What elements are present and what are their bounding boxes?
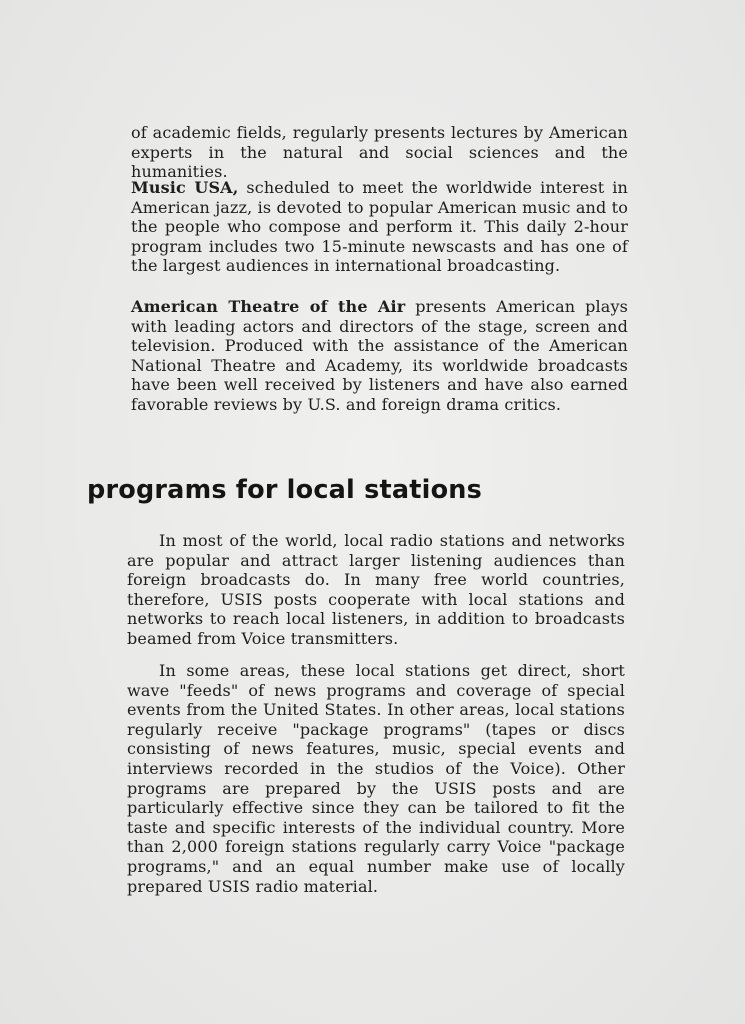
intro-text: of academic fields, regularly presents lectures by American experts in the natural and social sciences and the humanities. bbox=[131, 123, 628, 182]
local-stations-text-1: In most of the world, local radio stations and networks are popular and attract larger listening audiences than foreign broadcasts do. In many free world countries, therefore, USIS posts cooperate with local stations and networks to reach local listeners, in addition to broadcasts beamed from Voice transmitters. bbox=[127, 531, 625, 648]
music-usa-text bbox=[131, 178, 628, 276]
local-stations-paragraph-1 bbox=[127, 531, 625, 649]
music-usa-body: scheduled to meet the worldwide interest in American jazz, is devoted to popular American music and to the people who compose and perform it. This daily 2-hour program includes two 15-minute newscasts and has one of the largest audiences in international broadcasting. bbox=[131, 178, 629, 276]
theatre-lead: American Theatre of the Air bbox=[131, 297, 406, 316]
local-stations-text-2: In some areas, these local stations get direct, short wave "feeds" of news programs and coverage of special events from the United States. In other areas, local stations regularly receive "package programs" (tapes or discs consisting of news features, music, special events and interviews recorded in the studios of the Voice). Other programs are prepared by the USIS posts and are particularly effective since they can be tailored to fit the taste and specific interests of the individual country. More than 2,000 foreign stations regularly carry Voice "package programs," and an equal number make use of locally prepared USIS radio material. bbox=[127, 661, 625, 896]
music-usa-lead: Music USA, bbox=[131, 178, 239, 197]
theatre-body: presents American plays with leading actors and directors of the stage, screen and television. Produced with the assistance of the American National Theatre and Academy, its worldwide broadcasts have been well received by listeners and have also earned favorable reviews by U.S. and foreign drama critics. bbox=[131, 297, 628, 414]
music-usa-paragraph bbox=[131, 178, 628, 276]
section-heading: programs for local stations bbox=[87, 475, 483, 505]
local-stations-paragraph-2 bbox=[127, 661, 625, 896]
theatre-text bbox=[131, 297, 628, 415]
intro-paragraph bbox=[131, 123, 628, 182]
theatre-paragraph bbox=[131, 297, 628, 415]
